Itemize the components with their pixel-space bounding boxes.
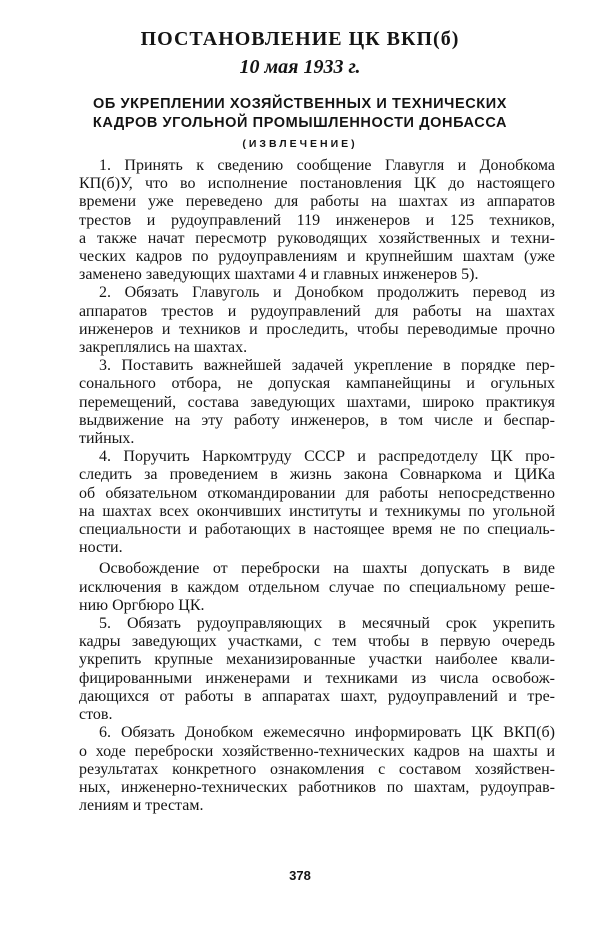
paragraph — [79, 560, 555, 615]
text-line: фицированными инженерами и техниками из числа освобож- — [79, 669, 555, 687]
document-date: 10 мая 1933 г. — [239, 56, 361, 78]
text-line: укрепить крупные механизированные участки наиболее квали- — [79, 651, 555, 669]
text-line: ности. — [79, 539, 123, 557]
paragraph — [79, 448, 555, 557]
paragraph — [79, 724, 555, 815]
text-line: КП(б)У, что во исполнение постановления ЦК до настоящего — [79, 175, 555, 193]
text-line: перемещений, состава заведующих шахтами, широко практикуя — [79, 393, 555, 411]
document-subtitle-line-1: ОБ УКРЕПЛЕНИИ ХОЗЯЙСТВЕННЫХ И ТЕХНИЧЕСКИХ — [92, 96, 508, 112]
document-body — [79, 157, 555, 815]
text-line: времени уже переведено для работы на шахтах из аппаратов — [79, 193, 555, 211]
text-line: 6. Обязать Донобком ежемесячно информировать ЦК ВКП(б) — [99, 724, 555, 742]
paragraph — [79, 157, 555, 284]
text-line: специальности и работающих в настоящее время не по специаль- — [79, 521, 555, 539]
text-line: 4. Поручить Наркомтруду СССР и распредотделу ЦК про- — [99, 448, 555, 466]
text-line: аппаратов трестов и рудоуправлений для работы на шахтах — [79, 302, 555, 320]
text-line: ных, инженерно-технических работников по шахтам, рудоуправ- — [79, 778, 555, 796]
text-line: трестов и рудоуправлений 119 инженеров и 125 техников, — [79, 211, 555, 229]
text-line: сонального отбора, не допуская кампанейщины и огульных — [79, 375, 555, 393]
document-subtitle-line-2: КАДРОВ УГОЛЬНОЙ ПРОМЫШЛЕННОСТИ ДОНБАССА — [92, 115, 508, 131]
extract-note: (ИЗВЛЕЧЕНИЕ) — [242, 138, 358, 150]
text-line: следить за проведением в жизнь закона Совнаркома и ЦИКа — [79, 466, 555, 484]
text-line: закреплялись на шахтах. — [79, 339, 248, 357]
text-line: 3. Поставить важнейшей задачей укрепление в порядке пер- — [99, 357, 555, 375]
text-line: об обязательном откомандировании для работы непосредственно — [79, 484, 555, 502]
document-title: ПОСТАНОВЛЕНИЕ ЦК ВКП(б) — [140, 28, 460, 50]
text-line: тийных. — [79, 430, 135, 448]
text-line: нию Оргбюро ЦК. — [79, 596, 205, 614]
text-line: на шахтах всех окончивших институты и техникумы по угольной — [79, 502, 555, 520]
text-line: результатах конкретного ознакомления с составом хозяйствен- — [79, 760, 555, 778]
text-line: лениям и трестам. — [79, 797, 204, 815]
text-line: 2. Обязать Главуголь и Донобком продолжить перевод из — [99, 284, 555, 302]
paragraph — [79, 357, 555, 448]
paragraph — [79, 615, 555, 724]
text-line: о ходе переброски хозяйственно-технических кадров на шахты и — [79, 742, 555, 760]
text-line: исключения в каждом отдельном случае по специальному реше- — [79, 578, 555, 596]
text-line: стов. — [79, 706, 113, 724]
text-line: ческих кадров по рудоуправлениям и крупнейшим шахтам (уже — [79, 248, 555, 266]
text-line: 5. Обязать рудоуправляющих в месячный срок укрепить — [99, 615, 555, 633]
text-line: инженеров и техников и проследить, чтобы переводимые прочно — [79, 320, 555, 338]
text-line: 1. Принять к сведению сообщение Главугля и Донобкома — [99, 157, 555, 174]
page-number: 378 — [289, 868, 311, 883]
text-line: выдвижение на эту работу инженеров, в том числе и беспар- — [79, 411, 555, 429]
paragraph — [79, 284, 555, 357]
text-line: дающихся от работы в аппаратах шахт, рудоуправлений и тре- — [79, 687, 555, 705]
text-line: кадры заведующих участками, с тем чтобы в первую очередь — [79, 633, 555, 651]
text-line: Освобождение от переброски на шахты допускать в виде — [99, 560, 555, 578]
text-line: заменено заведующих шахтами 4 и главных инженеров 5). — [79, 266, 479, 284]
text-line: а также начат пересмотр руководящих хозяйственных и техни- — [79, 229, 555, 247]
